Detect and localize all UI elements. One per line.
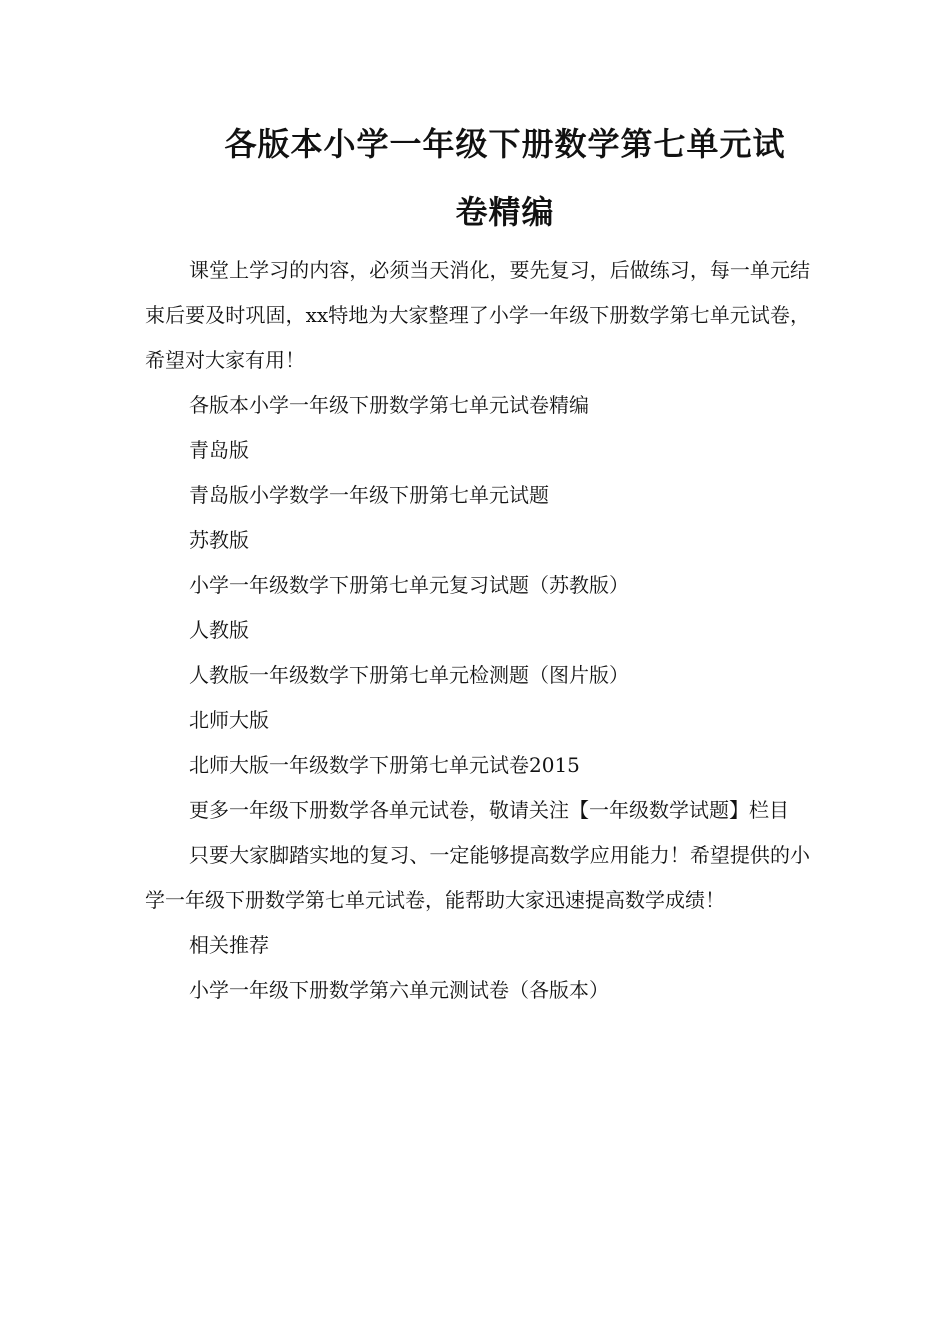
related-heading: 相关推荐 [189,933,269,957]
line-sujiao-link: 小学一年级数学下册第七单元复习试题（苏教版） [189,573,629,597]
intro-paragraph: 课堂上学习的内容，必须当天消化，要先复习，后做练习，每一单元结束后要及时巩固，xx特地为大家整理了小学一年级下册数学第七单元试卷，希望对大家有用！ [145,258,810,372]
line-qingdao-link: 青岛版小学数学一年级下册第七单元试题 [189,483,549,507]
closing-paragraph: 只要大家脚踏实地的复习、一定能够提高数学应用能力！希望提供的小学一年级下册数学第七单元试卷，能帮助大家迅速提高数学成绩！ [145,843,810,912]
title-line-2: 卷精编 [455,193,555,231]
more-paragraph: 更多一年级下册数学各单元试卷，敬请关注【一年级数学试题】栏目 [189,798,789,822]
document-body [145,248,810,1013]
line-renjiao-link: 人教版一年级数学下册第七单元检测题（图片版） [189,663,629,687]
line-sujiao-heading: 苏教版 [189,528,249,552]
title-line-1: 各版本小学一年级下册数学第七单元试 [224,125,786,163]
line-all-versions: 各版本小学一年级下册数学第七单元试卷精编 [189,393,589,417]
related-item: 小学一年级下册数学第六单元测试卷（各版本） [189,978,609,1002]
line-beishida-link: 北师大版一年级数学下册第七单元试卷2015 [189,753,580,777]
document-title [140,110,870,246]
line-renjiao-heading: 人教版 [189,618,249,642]
line-beishida-heading: 北师大版 [189,708,269,732]
line-qingdao-heading: 青岛版 [189,438,249,462]
